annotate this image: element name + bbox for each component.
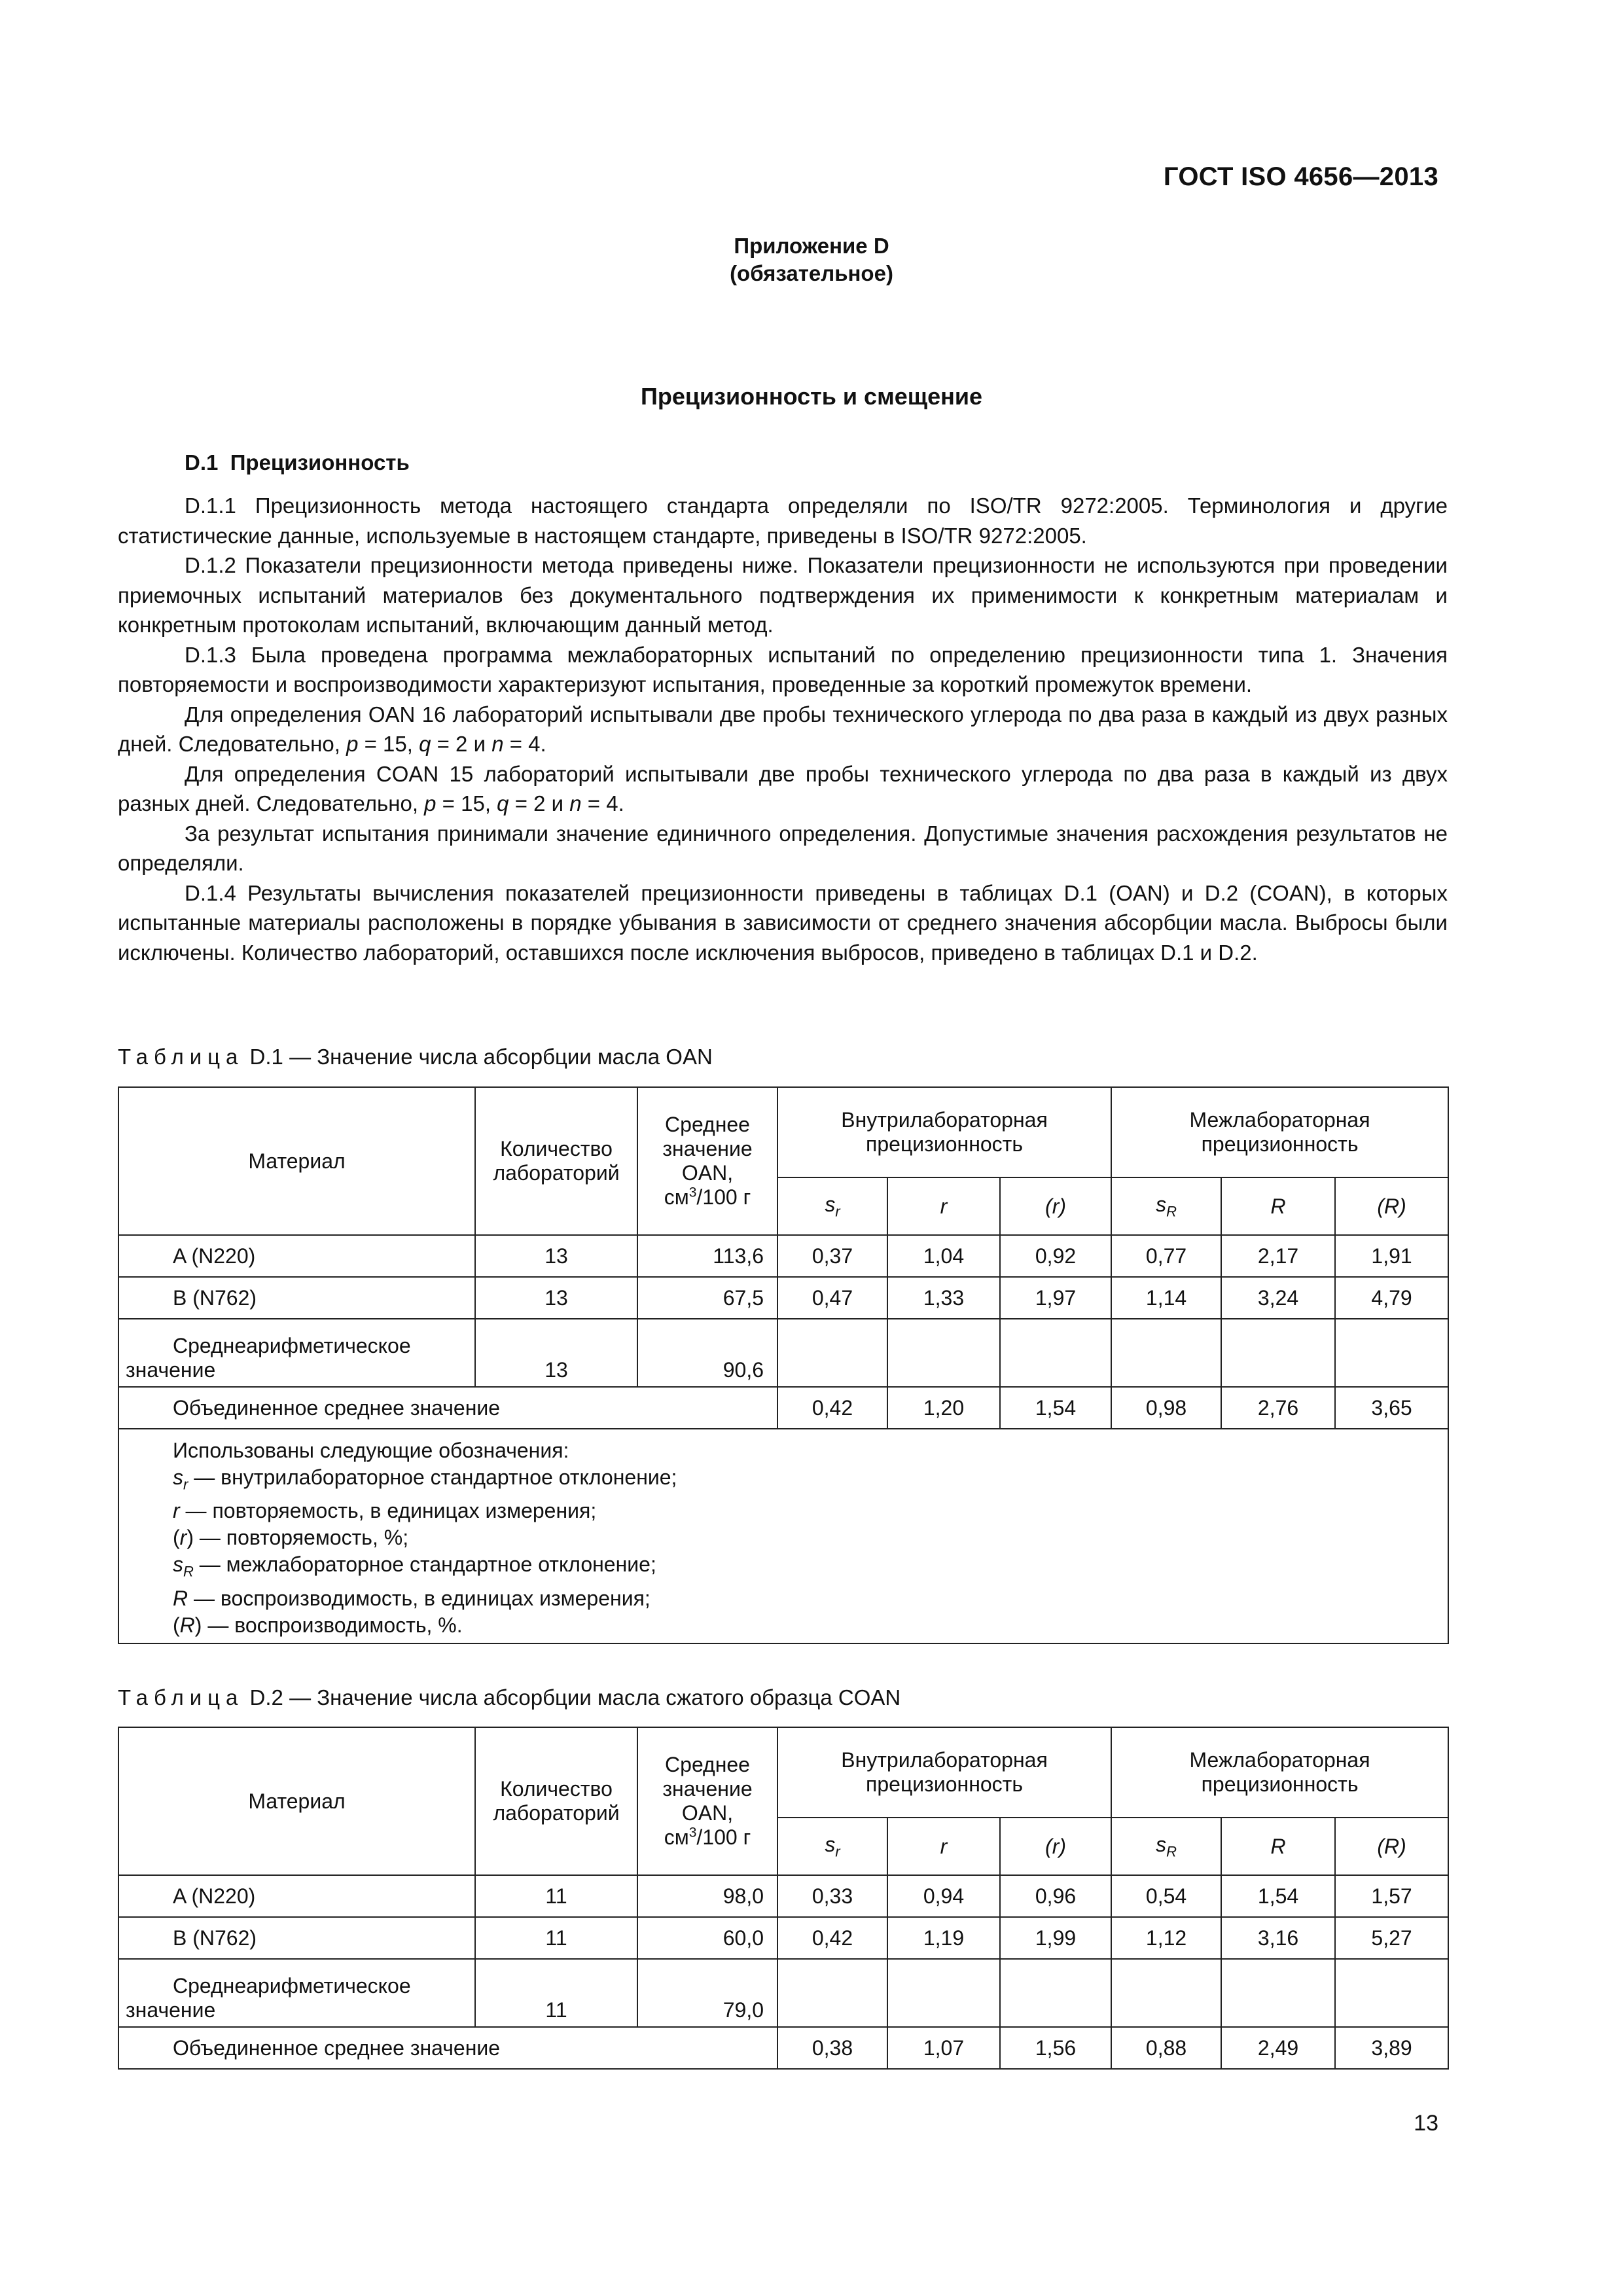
cell-mean: 60,0: [637, 1917, 777, 1959]
paragraph-d11: D.1.1 Прецизионность метода настоящего стандарта определяли по ISO/TR 9272:2005. Терминология и другие статистические данные, используемые в настоящем стандарте, приведены в ISO/TR 9272:2005.: [118, 493, 1448, 548]
table-legend: [118, 1429, 1448, 1643]
header-r: r: [887, 1177, 1000, 1235]
header-between-lab: Межлабораторная прецизионность: [1111, 1727, 1448, 1818]
cell-R-percent: 1,91: [1335, 1235, 1448, 1277]
table-d1: [118, 1086, 1449, 1644]
header-mean: [637, 1087, 777, 1235]
cell-R: 3,16: [1221, 1917, 1335, 1959]
cell-empty: [887, 1319, 1000, 1387]
header-R: R: [1221, 1177, 1335, 1235]
appendix-title: Приложение D: [734, 234, 889, 258]
table-label: Таблица: [118, 1685, 244, 1710]
legend-sR: $s_R$ — межлабораторное стандартное отклонение;: [173, 1552, 656, 1580]
table-title: D.2 — Значение числа абсорбции масла сжатого образца COAN: [243, 1685, 901, 1710]
subsection-heading: [185, 450, 410, 475]
legend-r: r — повторяемость, в единицах измерения;: [173, 1499, 597, 1523]
header-sr: $s_r$: [777, 1818, 887, 1875]
legend-r-percent: (r) — повторяемость, %;: [173, 1526, 409, 1550]
header-r-percent: (r): [1000, 1818, 1111, 1875]
header-mean-label: Среднее значение: [662, 1752, 753, 1801]
cell-R: 1,54: [1221, 1875, 1335, 1917]
cell-r-percent: 0,92: [1000, 1235, 1111, 1277]
header-sr: $s_r$: [777, 1177, 887, 1235]
eq-15: = 15,: [358, 732, 419, 756]
header-sR: $s_R$: [1111, 1177, 1221, 1235]
eq-4: = 4.: [581, 791, 624, 816]
cell-R-percent: 3,89: [1335, 2027, 1448, 2069]
cell-pooled-label: Объединенное среднее значение: [118, 2027, 777, 2069]
cell-mean: 67,5: [637, 1277, 777, 1319]
cell-r: 1,07: [887, 2027, 1000, 2069]
header-mean-oan: OAN,: [681, 1160, 734, 1185]
header-between-lab: Межлабораторная прецизионность: [1111, 1087, 1448, 1177]
cell-labs: 11: [475, 1959, 637, 2027]
table-row: [118, 1277, 1448, 1319]
cell-empty: [1000, 1959, 1111, 2027]
paragraph-d14: D.1.4 Результаты вычисления показателей прецизионности приведены в таблицах D.1 (OAN) и D.2 (COAN), в которых испытанные материалы расположены в порядке убывания в зависимости от среднего значения абсорбции масла. Выбросы были исключены. Количество лабораторий, оставшихся после исключения выбросов, приведено в таблицах D.1 и D.2.: [118, 880, 1448, 965]
cell-sr: 0,42: [777, 1387, 887, 1429]
cell-labs: 13: [475, 1235, 637, 1277]
body-text: [118, 491, 1448, 967]
table-row: [118, 1875, 1448, 1917]
header-within-lab: Внутрилабораторная прецизионность: [777, 1727, 1111, 1818]
cell-pooled-label: Объединенное среднее значение: [118, 1387, 777, 1429]
cell-empty: [1335, 1319, 1448, 1387]
cell-sR: 1,12: [1111, 1917, 1221, 1959]
cell-sR: 0,77: [1111, 1235, 1221, 1277]
cell-sr: 0,47: [777, 1277, 887, 1319]
cell-R: 2,76: [1221, 1387, 1335, 1429]
table-row-pooled: [118, 2027, 1448, 2069]
legend-R: R — воспроизводимость, в единицах измерения;: [173, 1586, 651, 1610]
table-row-average: [118, 1959, 1448, 2027]
table-d2: [118, 1727, 1449, 2070]
eq-15: = 15,: [436, 791, 497, 816]
cell-empty: [1335, 1959, 1448, 2027]
header-r: r: [887, 1818, 1000, 1875]
cell-empty: [777, 1319, 887, 1387]
table-label: Таблица: [118, 1045, 244, 1069]
var-n: n: [491, 732, 504, 756]
header-mean-unit: $см^3/100$ г: [664, 1185, 751, 1210]
eq-4: = 4.: [503, 732, 546, 756]
cell-R-percent: 4,79: [1335, 1277, 1448, 1319]
cell-sR: 1,14: [1111, 1277, 1221, 1319]
cell-sr: 0,33: [777, 1875, 887, 1917]
table-caption-d2: [118, 1685, 901, 1710]
cell-empty: [887, 1959, 1000, 2027]
table-row-average: [118, 1319, 1448, 1387]
header-mean-oan: OAN,: [681, 1801, 734, 1825]
cell-material: B (N762): [118, 1277, 475, 1319]
cell-empty: [1111, 1959, 1221, 2027]
cell-r-percent: 1,97: [1000, 1277, 1111, 1319]
cell-r: 1,19: [887, 1917, 1000, 1959]
document-code: ГОСТ ISO 4656—2013: [1163, 162, 1438, 191]
subsection-number: D.1: [185, 450, 219, 475]
cell-sR: 0,54: [1111, 1875, 1221, 1917]
cell-r-percent: 1,56: [1000, 2027, 1111, 2069]
paragraph-oan-labs: [118, 700, 1448, 759]
section-title: Прецизионность и смещение: [640, 383, 983, 410]
table-title: D.1 — Значение числа абсорбции масла OAN: [243, 1045, 713, 1069]
table-row: [118, 1917, 1448, 1959]
cell-labs: 13: [475, 1277, 637, 1319]
header-mean-label: Среднее значение: [662, 1112, 753, 1160]
cell-empty: [1111, 1319, 1221, 1387]
cell-empty: [1221, 1959, 1335, 2027]
header-material: Материал: [118, 1727, 475, 1875]
header-R-percent: (R): [1335, 1818, 1448, 1875]
var-n: n: [569, 791, 582, 816]
paragraph-coan-labs: [118, 759, 1448, 819]
header-R-percent: (R): [1335, 1177, 1448, 1235]
cell-r: 0,94: [887, 1875, 1000, 1917]
coan-labs-text: Для определения COAN 15 лабораторий испытывали две пробы технического углерода по два раза в каждый из двух разных дней. Следовательно,: [118, 761, 1448, 816]
cell-empty: [1000, 1319, 1111, 1387]
cell-labs: 11: [475, 1875, 637, 1917]
cell-empty: [777, 1959, 887, 2027]
cell-r: 1,33: [887, 1277, 1000, 1319]
table-header-row: [118, 1087, 1448, 1177]
header-mean-unit: $см^3/100$ г: [664, 1825, 751, 1850]
header-labs: Количество лабораторий: [475, 1087, 637, 1235]
cell-mean: 90,6: [637, 1319, 777, 1387]
cell-material: A (N220): [118, 1235, 475, 1277]
cell-sR: 0,88: [1111, 2027, 1221, 2069]
legend-sr: $s_r$ — внутрилабораторное стандартное отклонение;: [173, 1465, 677, 1493]
paragraph-result: За результат испытания принимали значение единичного определения. Допустимые значения расхождения результатов не определяли.: [118, 821, 1448, 875]
table-header-row: [118, 1727, 1448, 1818]
table-row-pooled: [118, 1387, 1448, 1429]
eq-2: = 2 и: [431, 732, 492, 756]
legend-intro: Использованы следующие обозначения:: [173, 1439, 569, 1462]
header-labs: Количество лабораторий: [475, 1727, 637, 1875]
cell-sr: 0,37: [777, 1235, 887, 1277]
cell-mean: 113,6: [637, 1235, 777, 1277]
cell-R: 2,49: [1221, 2027, 1335, 2069]
var-q: q: [497, 791, 509, 816]
cell-r: 1,04: [887, 1235, 1000, 1277]
cell-material: B (N762): [118, 1917, 475, 1959]
cell-labs: 13: [475, 1319, 637, 1387]
table-caption-d1: [118, 1045, 713, 1069]
page-number: 13: [1414, 2111, 1438, 2136]
cell-R: 2,17: [1221, 1235, 1335, 1277]
oan-labs-text: Для определения OAN 16 лабораторий испытывали две пробы технического углерода по два раза в каждый из двух разных дней. Следовательно,: [118, 702, 1448, 756]
cell-sr: 0,38: [777, 2027, 887, 2069]
cell-r-percent: 0,96: [1000, 1875, 1111, 1917]
cell-sr: 0,42: [777, 1917, 887, 1959]
var-p: p: [346, 732, 359, 756]
header-mean: [637, 1727, 777, 1875]
header-material: Материал: [118, 1087, 475, 1235]
cell-labs: 11: [475, 1917, 637, 1959]
cell-R-percent: 1,57: [1335, 1875, 1448, 1917]
header-sR: $s_R$: [1111, 1818, 1221, 1875]
cell-r-percent: 1,99: [1000, 1917, 1111, 1959]
subsection-title: Прецизионность: [230, 450, 410, 475]
cell-average-label: Среднеарифметическое значение: [118, 1319, 475, 1387]
cell-r: 1,20: [887, 1387, 1000, 1429]
cell-mean: 98,0: [637, 1875, 777, 1917]
var-q: q: [419, 732, 431, 756]
cell-R-percent: 3,65: [1335, 1387, 1448, 1429]
appendix-status: (обязательное): [730, 261, 893, 285]
cell-R-percent: 5,27: [1335, 1917, 1448, 1959]
cell-average-label: Среднеарифметическое значение: [118, 1959, 475, 2027]
var-p: p: [424, 791, 437, 816]
table-row: [118, 1235, 1448, 1277]
cell-sR: 0,98: [1111, 1387, 1221, 1429]
cell-mean: 79,0: [637, 1959, 777, 2027]
paragraph-d13: D.1.3 Была проведена программа межлабораторных испытаний по определению прецизионности типа 1. Значения повторяемости и воспроизводимости характеризуют испытания, проведенные за короткий промежуток времени.: [118, 642, 1448, 696]
legend-R-percent: (R) — воспроизводимость, %.: [173, 1613, 463, 1637]
header-R: R: [1221, 1818, 1335, 1875]
cell-r-percent: 1,54: [1000, 1387, 1111, 1429]
cell-empty: [1221, 1319, 1335, 1387]
header-r-percent: (r): [1000, 1177, 1111, 1235]
table-legend-row: [118, 1429, 1448, 1643]
header-within-lab: Внутрилабораторная прецизионность: [777, 1087, 1111, 1177]
eq-2: = 2 и: [508, 791, 570, 816]
cell-R: 3,24: [1221, 1277, 1335, 1319]
paragraph-d12: D.1.2 Показатели прецизионности метода приведены ниже. Показатели прецизионности не используются при проведении приемочных испытаний материалов без документального подтверждения их применимости к конкретным материалам и конкретным протоколам испытаний, включающим данный метод.: [118, 553, 1448, 637]
cell-material: A (N220): [118, 1875, 475, 1917]
